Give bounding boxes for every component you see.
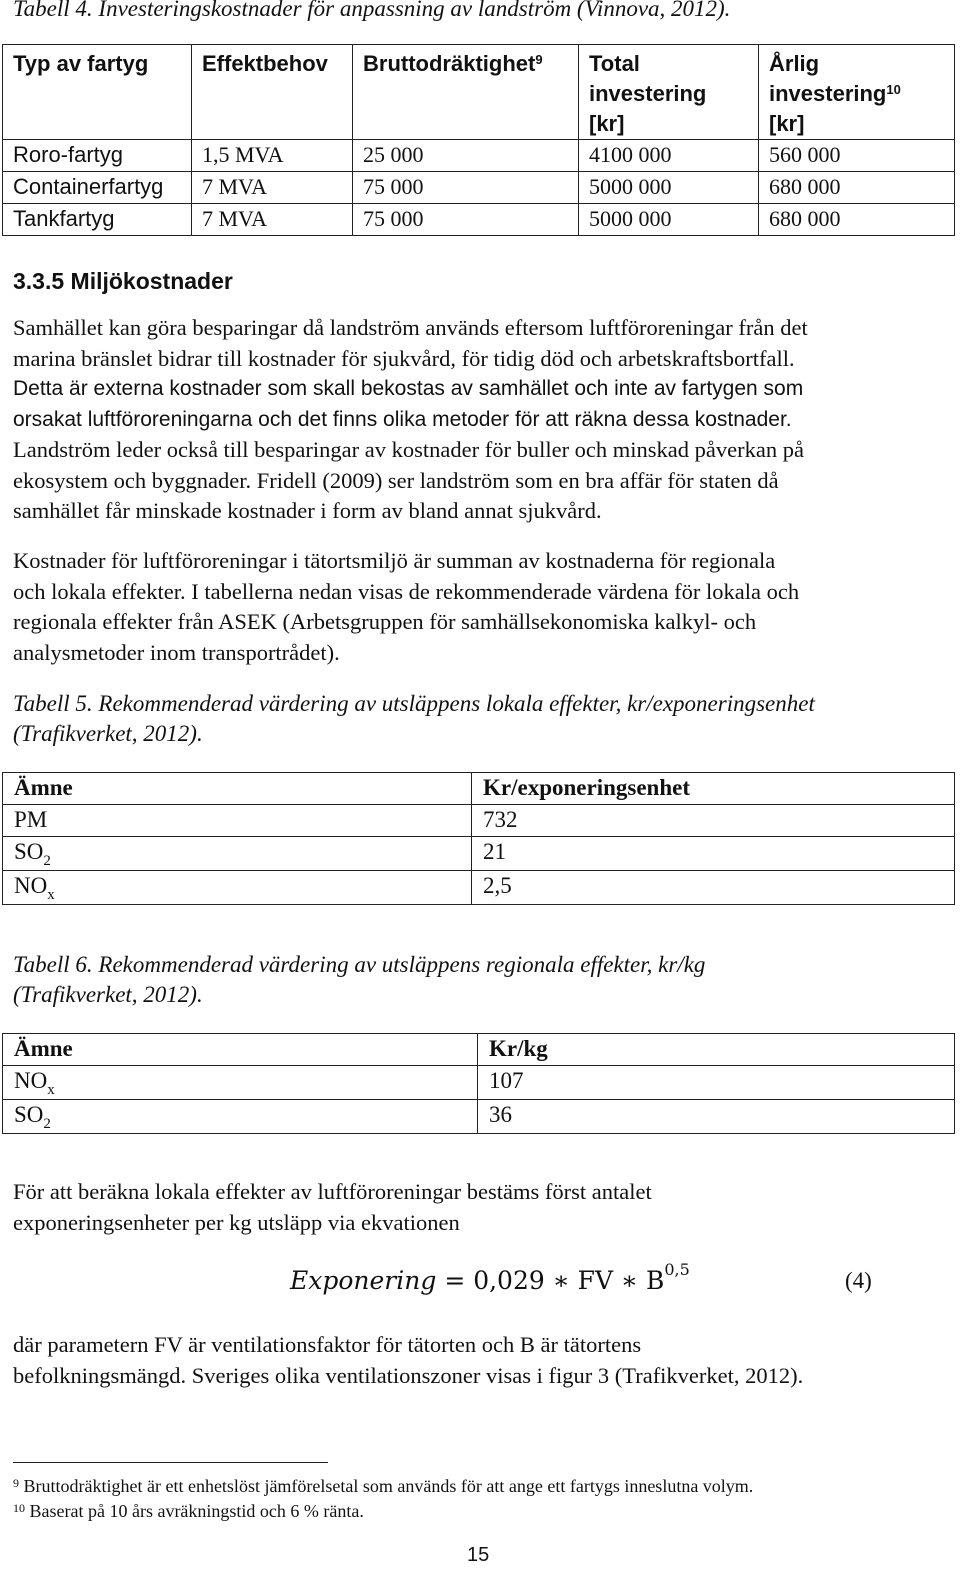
table-row — [3, 1100, 955, 1134]
cell-amne: PM — [3, 805, 472, 837]
cell-amne: $NO_x$ — [3, 1066, 478, 1100]
table-row — [3, 805, 955, 837]
table4-header-row — [3, 45, 955, 140]
footnote-ref-9: 9 — [535, 52, 543, 67]
footnote-9: $^9$ Bruttodräktighet är ett enhetslöst jämförelsetal som används för att ange ett fartygs inneslutna volym. — [13, 1476, 754, 1496]
header-value: Kr/exponeringsenhet — [472, 773, 955, 805]
footnote-ref-10: 10 — [886, 82, 901, 97]
cell-arlig: 560 000 — [759, 140, 955, 172]
header-typ: Typ av fartyg — [3, 45, 192, 140]
header-amne: Ämne — [3, 1034, 478, 1066]
equation-number: (4) — [845, 1268, 872, 1293]
cell-typ: Tankfartyg — [3, 204, 192, 236]
table-row — [3, 204, 955, 236]
cell-arlig: 680 000 — [759, 204, 955, 236]
equation-rhs: = 0,029 ∗ FV ∗ B — [444, 1266, 665, 1295]
cell-amne: $SO_2$ — [3, 837, 472, 871]
table5 — [2, 772, 955, 905]
cell-value: 732 — [472, 805, 955, 837]
table-row — [3, 871, 955, 905]
cell-arlig: 680 000 — [759, 172, 955, 204]
cell-effekt: 1,5 MVA — [192, 140, 353, 172]
cell-total: 4100 000 — [579, 140, 759, 172]
cell-total: 5000 000 — [579, 172, 759, 204]
table5-caption: Tabell 5. Rekommenderad värdering av utsläppens lokala effekter, kr/exponeringsenhet (Trafikverket, 2012). — [13, 691, 815, 746]
footnote-separator — [13, 1462, 328, 1463]
cell-effekt: 7 MVA — [192, 172, 353, 204]
header-value: Kr/kg — [478, 1034, 955, 1066]
table-row — [3, 140, 955, 172]
cell-value: 21 — [472, 837, 955, 871]
table6-header-row — [3, 1034, 955, 1066]
table4 — [2, 44, 955, 236]
equation-explanation: där parametern FV är ventilationsfaktor för tätorten och B är tätortens befolkningsmängd. Sveriges olika ventilationszoner visas i figur 3 (Trafikverket, 2012). — [13, 1332, 804, 1388]
cell-brutto: 75 000 — [353, 204, 579, 236]
cell-value: 2,5 — [472, 871, 955, 905]
equation — [290, 1260, 690, 1295]
section-paragraph-2: Kostnader för luftföroreningar i tätortsmiljö är summan av kostnaderna för regionala och lokala effekter. I tabellerna nedan visas de rekommenderade värdena för lokala och regionala effekter från ASEK (Arbetsgruppen för samhällsekonomiska kalkyl- och analysmetoder inom transportrådet). — [13, 548, 800, 665]
table5-header-row — [3, 773, 955, 805]
table6 — [2, 1033, 955, 1134]
page-number: 15 — [467, 1544, 490, 1566]
header-effekt: Effektbehov — [192, 45, 353, 140]
cell-typ: Roro-fartyg — [3, 140, 192, 172]
cell-amne: $SO_2$ — [3, 1100, 478, 1134]
equation-lhs: Exponering — [290, 1266, 437, 1295]
cell-brutto: 75 000 — [353, 172, 579, 204]
cell-value: 36 — [478, 1100, 955, 1134]
cell-amne: $NO_x$ — [3, 871, 472, 905]
equation-exponent: 0,5 — [664, 1260, 690, 1279]
cell-brutto: 25 000 — [353, 140, 579, 172]
cell-effekt: 7 MVA — [192, 204, 353, 236]
cell-typ: Containerfartyg — [3, 172, 192, 204]
table-row — [3, 172, 955, 204]
equation-intro: För att beräkna lokala effekter av luftföroreningar bestäms först antalet exponeringsenheter per kg utsläpp via ekvationen — [13, 1179, 652, 1235]
footnote-10: $^{10}$ Baserat på 10 års avräkningstid och 6 % ränta. — [13, 1501, 364, 1521]
header-arlig: Årlig investering$^{10}$ [kr] — [759, 45, 955, 140]
table-row — [3, 1066, 955, 1100]
cell-total: 5000 000 — [579, 204, 759, 236]
header-amne: Ämne — [3, 773, 472, 805]
section-heading: 3.3.5 Miljökostnader — [13, 268, 233, 294]
table-row — [3, 837, 955, 871]
cell-value: 107 — [478, 1066, 955, 1100]
header-brutto: Bruttodräktighet$^9$ — [353, 45, 579, 140]
table6-caption: Tabell 6. Rekommenderad värdering av utsläppens regionala effekter, kr/kg (Trafikverket, 2012). — [13, 952, 706, 1007]
table4-caption: Tabell 4. Investeringskostnader för anpassning av landström (Vinnova, 2012). — [13, 0, 731, 21]
header-total: Total investering [kr] — [579, 45, 759, 140]
section-paragraph-1: Samhället kan göra besparingar då landström används eftersom luftföroreningar från det marina bränslet bidrar till kostnader för sjukvård, för tidig död och arbetskraftsbortfall. Detta är externa kostnader som skall bekostas av samhället och inte av fartygen som orsakat luftföroreningarna och det finns olika metoder för att räkna dessa kostnader. Landström leder också till besparingar av kostnader för buller och minskad påverkan på ekosystem och byggnader. Fridell (2009) ser landström som en bra affär för staten då samhället får minskade kostnader i form av bland annat sjukvård. — [13, 315, 808, 523]
